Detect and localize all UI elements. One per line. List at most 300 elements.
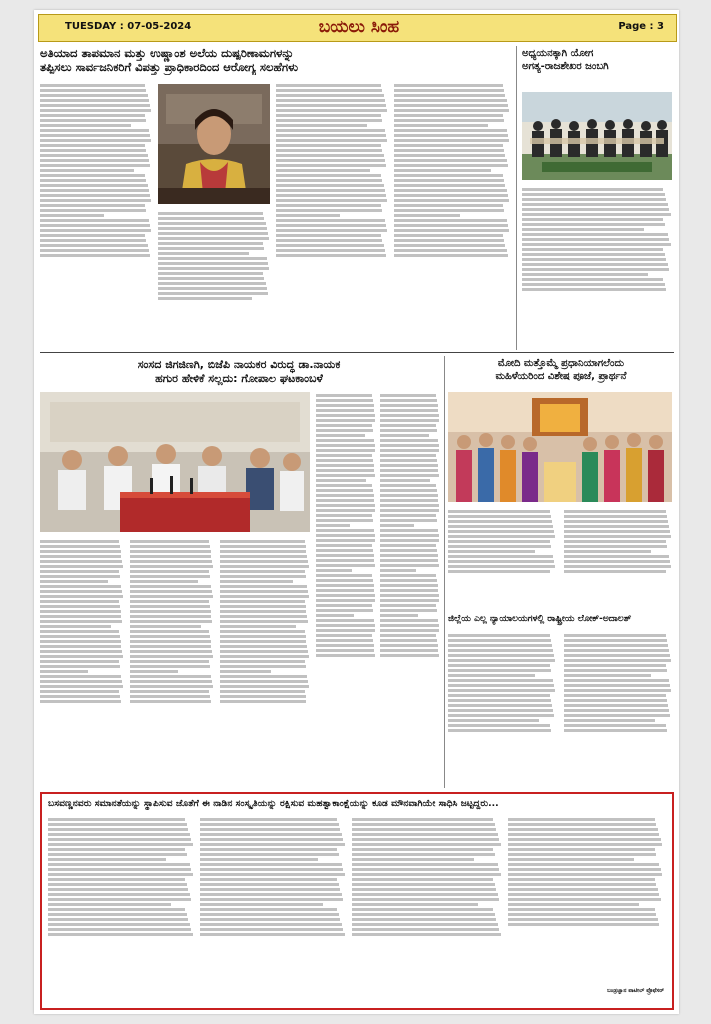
- text-line: [394, 204, 510, 207]
- text-line: [276, 179, 388, 182]
- text-line: [522, 268, 672, 271]
- text-line: [276, 254, 388, 257]
- text-line: [276, 249, 388, 252]
- text-line: [522, 278, 672, 281]
- heat-photo-officer: [158, 84, 270, 204]
- text-line: [40, 540, 124, 543]
- text-line: [130, 545, 214, 548]
- text-line: [380, 499, 440, 502]
- text-line: [276, 204, 388, 207]
- text-line: [200, 923, 346, 926]
- text-line: [316, 489, 376, 492]
- text-line: [40, 114, 152, 117]
- text-line: [316, 429, 376, 432]
- text-line: [130, 685, 214, 688]
- text-line: [220, 585, 310, 588]
- text-line: [200, 843, 346, 846]
- bottom-column-4: [508, 816, 664, 986]
- text-line: [380, 439, 440, 442]
- text-line: [200, 823, 346, 826]
- text-line: [394, 179, 510, 182]
- text-line: [40, 149, 152, 152]
- text-line: [380, 534, 440, 537]
- text-line: [564, 689, 672, 692]
- text-line: [220, 630, 310, 633]
- text-line: [316, 629, 376, 632]
- text-line: [394, 219, 510, 222]
- text-line: [276, 174, 388, 177]
- text-line: [48, 843, 194, 846]
- modi-headline-line1: ಮೋದಿ ಮತ್ತೊಮ್ಮೆ ಪ್ರಧಾನಿಯಾಗಲೆಂದು: [497, 358, 625, 369]
- text-line: [564, 694, 672, 697]
- text-line: [130, 630, 214, 633]
- text-line: [158, 277, 270, 280]
- text-line: [380, 594, 440, 597]
- text-line: [130, 610, 214, 613]
- text-line: [40, 675, 124, 678]
- text-line: [448, 704, 556, 707]
- text-line: [394, 174, 510, 177]
- text-line: [564, 669, 672, 672]
- text-line: [380, 554, 440, 557]
- text-line: [276, 214, 388, 217]
- text-line: [352, 828, 502, 831]
- text-line: [316, 609, 376, 612]
- text-line: [316, 544, 376, 547]
- text-line: [508, 918, 664, 921]
- text-line: [48, 863, 194, 866]
- text-line: [564, 545, 672, 548]
- text-line: [130, 645, 214, 648]
- text-line: [40, 655, 124, 658]
- text-line: [448, 694, 556, 697]
- text-line: [394, 189, 510, 192]
- bottom-column-2: [200, 816, 346, 1000]
- text-line: [352, 818, 502, 821]
- text-line: [352, 878, 502, 881]
- text-line: [380, 579, 440, 582]
- text-line: [40, 234, 152, 237]
- text-line: [158, 247, 270, 250]
- text-line: [508, 868, 664, 871]
- text-line: [158, 237, 270, 240]
- text-line: [40, 94, 152, 97]
- text-line: [352, 883, 502, 886]
- text-line: [40, 159, 152, 162]
- text-line: [316, 394, 376, 397]
- text-line: [220, 620, 310, 623]
- text-line: [316, 504, 376, 507]
- text-line: [394, 99, 510, 102]
- text-line: [448, 709, 556, 712]
- text-line: [380, 409, 440, 412]
- text-line: [352, 888, 502, 891]
- text-line: [380, 424, 440, 427]
- text-line: [352, 873, 502, 876]
- text-line: [394, 159, 510, 162]
- text-line: [380, 489, 440, 492]
- text-line: [130, 690, 214, 693]
- text-line: [316, 644, 376, 647]
- text-line: [158, 242, 270, 245]
- congress-headline-line2: ಹಗುರ ಹೇಳಿಕೆ ಸಲ್ಲದು: ಗೋಪಾಲ ಘಟಕಾಂಬಳೆ: [155, 371, 323, 385]
- text-line: [448, 684, 556, 687]
- text-line: [394, 194, 510, 197]
- text-line: [352, 903, 502, 906]
- text-line: [40, 99, 152, 102]
- adalat-column-2: [564, 632, 672, 786]
- modi-headline: [448, 358, 674, 383]
- text-line: [200, 898, 346, 901]
- text-line: [522, 258, 672, 261]
- text-line: [220, 680, 310, 683]
- text-line: [522, 208, 672, 211]
- text-line: [276, 114, 388, 117]
- text-line: [380, 484, 440, 487]
- text-line: [316, 529, 376, 532]
- yoga-photo-group: [522, 92, 672, 180]
- text-line: [220, 580, 310, 583]
- heat-column-2: [158, 210, 270, 346]
- text-line: [522, 223, 672, 226]
- adalat-column-1: [448, 632, 556, 786]
- text-line: [40, 189, 152, 192]
- text-line: [276, 119, 388, 122]
- text-line: [40, 239, 152, 242]
- text-line: [448, 724, 556, 727]
- text-line: [448, 555, 556, 558]
- text-line: [316, 509, 376, 512]
- text-line: [48, 848, 194, 851]
- text-line: [130, 670, 214, 673]
- text-line: [200, 873, 346, 876]
- text-line: [316, 449, 376, 452]
- text-line: [40, 625, 124, 628]
- text-line: [394, 209, 510, 212]
- text-line: [394, 199, 510, 202]
- text-line: [40, 194, 152, 197]
- yoga-column-1: [522, 186, 672, 346]
- text-line: [380, 469, 440, 472]
- text-line: [448, 654, 556, 657]
- text-line: [220, 560, 310, 563]
- text-line: [48, 898, 194, 901]
- text-line: [448, 664, 556, 667]
- text-line: [522, 273, 672, 276]
- text-line: [48, 888, 194, 891]
- text-line: [352, 908, 502, 911]
- text-line: [276, 94, 388, 97]
- congress-column-3: [220, 538, 310, 786]
- text-line: [130, 555, 214, 558]
- text-line: [508, 898, 664, 901]
- text-line: [220, 675, 310, 678]
- text-line: [316, 439, 376, 442]
- text-line: [40, 254, 152, 257]
- text-line: [380, 604, 440, 607]
- text-line: [220, 545, 310, 548]
- heat-headline: [40, 46, 510, 75]
- text-line: [316, 514, 376, 517]
- text-line: [316, 444, 376, 447]
- text-line: [380, 399, 440, 402]
- text-line: [48, 928, 194, 931]
- text-line: [48, 828, 194, 831]
- text-line: [522, 243, 672, 246]
- text-line: [40, 695, 124, 698]
- text-line: [158, 262, 270, 265]
- text-line: [40, 134, 152, 137]
- text-line: [522, 263, 672, 266]
- text-line: [448, 570, 556, 573]
- text-line: [220, 550, 310, 553]
- text-line: [130, 550, 214, 553]
- text-line: [130, 585, 214, 588]
- text-line: [564, 724, 672, 727]
- text-line: [522, 213, 672, 216]
- text-line: [394, 254, 510, 257]
- text-line: [316, 414, 376, 417]
- text-line: [448, 510, 556, 513]
- text-line: [352, 848, 502, 851]
- text-line: [40, 179, 152, 182]
- text-line: [316, 464, 376, 467]
- text-line: [40, 229, 152, 232]
- text-line: [276, 229, 388, 232]
- text-line: [40, 660, 124, 663]
- text-line: [48, 903, 194, 906]
- text-line: [130, 700, 214, 703]
- text-line: [316, 419, 376, 422]
- text-line: [316, 584, 376, 587]
- text-line: [380, 394, 440, 397]
- text-line: [40, 670, 124, 673]
- text-line: [394, 89, 510, 92]
- text-line: [48, 913, 194, 916]
- text-line: [352, 928, 502, 931]
- text-line: [158, 272, 270, 275]
- heat-column-3: [276, 82, 388, 346]
- text-line: [40, 214, 152, 217]
- text-line: [394, 94, 510, 97]
- text-line: [130, 540, 214, 543]
- text-line: [380, 494, 440, 497]
- text-line: [200, 818, 346, 821]
- text-line: [200, 928, 346, 931]
- text-line: [380, 514, 440, 517]
- text-line: [316, 589, 376, 592]
- text-line: [40, 645, 124, 648]
- text-line: [394, 134, 510, 137]
- text-line: [380, 564, 440, 567]
- text-line: [394, 169, 510, 172]
- text-line: [276, 134, 388, 137]
- text-line: [158, 227, 270, 230]
- congress-headline-line1: ಸಂಸದ ಜಿಗಜಿಣಗಿ, ಬಿಜೆಪಿ ನಾಯಕರ ವಿರುದ್ಧ ಡಾ.ನಾಯಕ: [137, 358, 341, 371]
- text-line: [564, 659, 672, 662]
- text-line: [130, 680, 214, 683]
- text-line: [564, 525, 672, 528]
- text-line: [130, 575, 214, 578]
- text-line: [158, 257, 270, 260]
- text-line: [130, 620, 214, 623]
- text-line: [508, 858, 664, 861]
- text-line: [158, 222, 270, 225]
- text-line: [448, 545, 556, 548]
- text-line: [394, 239, 510, 242]
- text-line: [48, 883, 194, 886]
- text-line: [48, 818, 194, 821]
- text-line: [448, 565, 556, 568]
- text-line: [220, 655, 310, 658]
- bottom-column-1: [48, 816, 194, 1000]
- text-line: [508, 823, 664, 826]
- yoga-headline-line2: ಅಗತ್ಯ-ರಾಜಶೇಖರ ಜಂಬಗಿ: [522, 60, 609, 72]
- text-line: [276, 209, 388, 212]
- text-line: [40, 104, 152, 107]
- text-line: [564, 714, 672, 717]
- text-line: [200, 883, 346, 886]
- bottom-feature-byline: ಬಂಡ್ರಜ್ಞಾನ ಪಾಟೀಲ್ ಪ್ರೊಫೆಸರ್: [607, 988, 664, 994]
- text-line: [316, 499, 376, 502]
- text-line: [448, 530, 556, 533]
- text-line: [380, 524, 440, 527]
- text-line: [380, 569, 440, 572]
- text-line: [380, 509, 440, 512]
- text-line: [394, 84, 510, 87]
- text-line: [40, 204, 152, 207]
- text-line: [508, 838, 664, 841]
- text-line: [448, 639, 556, 642]
- text-line: [352, 923, 502, 926]
- text-line: [276, 219, 388, 222]
- text-line: [394, 139, 510, 142]
- text-line: [448, 535, 556, 538]
- text-line: [40, 109, 152, 112]
- text-line: [40, 144, 152, 147]
- text-line: [508, 878, 664, 881]
- text-line: [200, 833, 346, 836]
- text-line: [564, 644, 672, 647]
- text-line: [380, 634, 440, 637]
- text-line: [40, 635, 124, 638]
- text-line: [40, 249, 152, 252]
- text-line: [48, 868, 194, 871]
- column-divider-middle: [444, 356, 445, 788]
- text-line: [220, 595, 310, 598]
- text-line: [48, 853, 194, 856]
- text-line: [380, 414, 440, 417]
- text-line: [380, 599, 440, 602]
- text-line: [130, 590, 214, 593]
- text-line: [522, 228, 672, 231]
- text-line: [394, 164, 510, 167]
- text-line: [380, 449, 440, 452]
- text-line: [522, 193, 672, 196]
- text-line: [564, 560, 672, 563]
- text-line: [352, 868, 502, 871]
- text-line: [508, 908, 664, 911]
- yoga-headline: [522, 48, 674, 73]
- text-line: [40, 244, 152, 247]
- text-line: [564, 654, 672, 657]
- text-line: [40, 620, 124, 623]
- text-line: [40, 650, 124, 653]
- text-line: [380, 434, 440, 437]
- text-line: [130, 660, 214, 663]
- text-line: [130, 600, 214, 603]
- text-line: [220, 565, 310, 568]
- text-line: [508, 903, 664, 906]
- text-line: [316, 524, 376, 527]
- text-line: [380, 649, 440, 652]
- text-line: [40, 84, 152, 87]
- text-line: [276, 139, 388, 142]
- heat-headline-line2: ತಪ್ಪಿಸಲು ಸಾರ್ವಜನಿಕರಿಗೆ ವಿಪತ್ತು ಪ್ರಾಧಿಕಾರದಿಂದ ಆರೋಗ್ಯ ಸಲಹೆಗಳು: [40, 60, 298, 75]
- text-line: [316, 484, 376, 487]
- text-line: [200, 868, 346, 871]
- text-line: [276, 129, 388, 132]
- text-line: [380, 619, 440, 622]
- text-line: [130, 665, 214, 668]
- text-line: [316, 434, 376, 437]
- text-line: [130, 595, 214, 598]
- text-line: [48, 833, 194, 836]
- text-line: [508, 848, 664, 851]
- text-line: [276, 109, 388, 112]
- text-line: [394, 184, 510, 187]
- text-line: [316, 564, 376, 567]
- text-line: [220, 625, 310, 628]
- text-line: [200, 848, 346, 851]
- text-line: [130, 560, 214, 563]
- text-line: [220, 570, 310, 573]
- text-line: [40, 585, 124, 588]
- text-line: [40, 169, 152, 172]
- text-line: [380, 429, 440, 432]
- text-line: [380, 474, 440, 477]
- text-line: [316, 474, 376, 477]
- text-line: [352, 853, 502, 856]
- text-line: [40, 615, 124, 618]
- text-line: [276, 104, 388, 107]
- text-line: [276, 99, 388, 102]
- text-line: [48, 933, 194, 936]
- text-line: [522, 288, 672, 291]
- text-line: [40, 680, 124, 683]
- text-line: [380, 609, 440, 612]
- text-line: [448, 520, 556, 523]
- heat-column-4: [394, 82, 510, 346]
- text-line: [316, 539, 376, 542]
- bottom-column-3: [352, 816, 502, 1000]
- text-line: [316, 624, 376, 627]
- text-line: [48, 918, 194, 921]
- text-line: [316, 469, 376, 472]
- text-line: [448, 669, 556, 672]
- text-line: [448, 689, 556, 692]
- text-line: [564, 684, 672, 687]
- text-line: [158, 212, 270, 215]
- bottom-feature-headline: ಬಸವಣ್ಣನವರು ಸಮಾನತೆಯನ್ನು ಸ್ಥಾಪಿಸುವ ಜೊತೆಗೆ ಈ ನಾಡಿನ ಸಂಸ್ಕೃತಿಯನ್ನು ರಕ್ಷಿಸುವ ಮಹತ್ವಾಕಾಂಕ್ಷೆಯನ್ನು ಕೂಡ ಮೌನವಾಗಿಯೇ ಸಾಧಿಸಿ ಜಟ್ಟದ್ದರು...: [48, 798, 499, 809]
- text-line: [352, 893, 502, 896]
- congress-photo-press-meet: [40, 392, 310, 532]
- text-line: [564, 719, 672, 722]
- text-line: [564, 674, 672, 677]
- yoga-headline-line1: ಅಧ್ಯಯನಕ್ಕಾಗಿ ಯೋಗ: [522, 48, 594, 59]
- text-line: [316, 604, 376, 607]
- text-line: [40, 565, 124, 568]
